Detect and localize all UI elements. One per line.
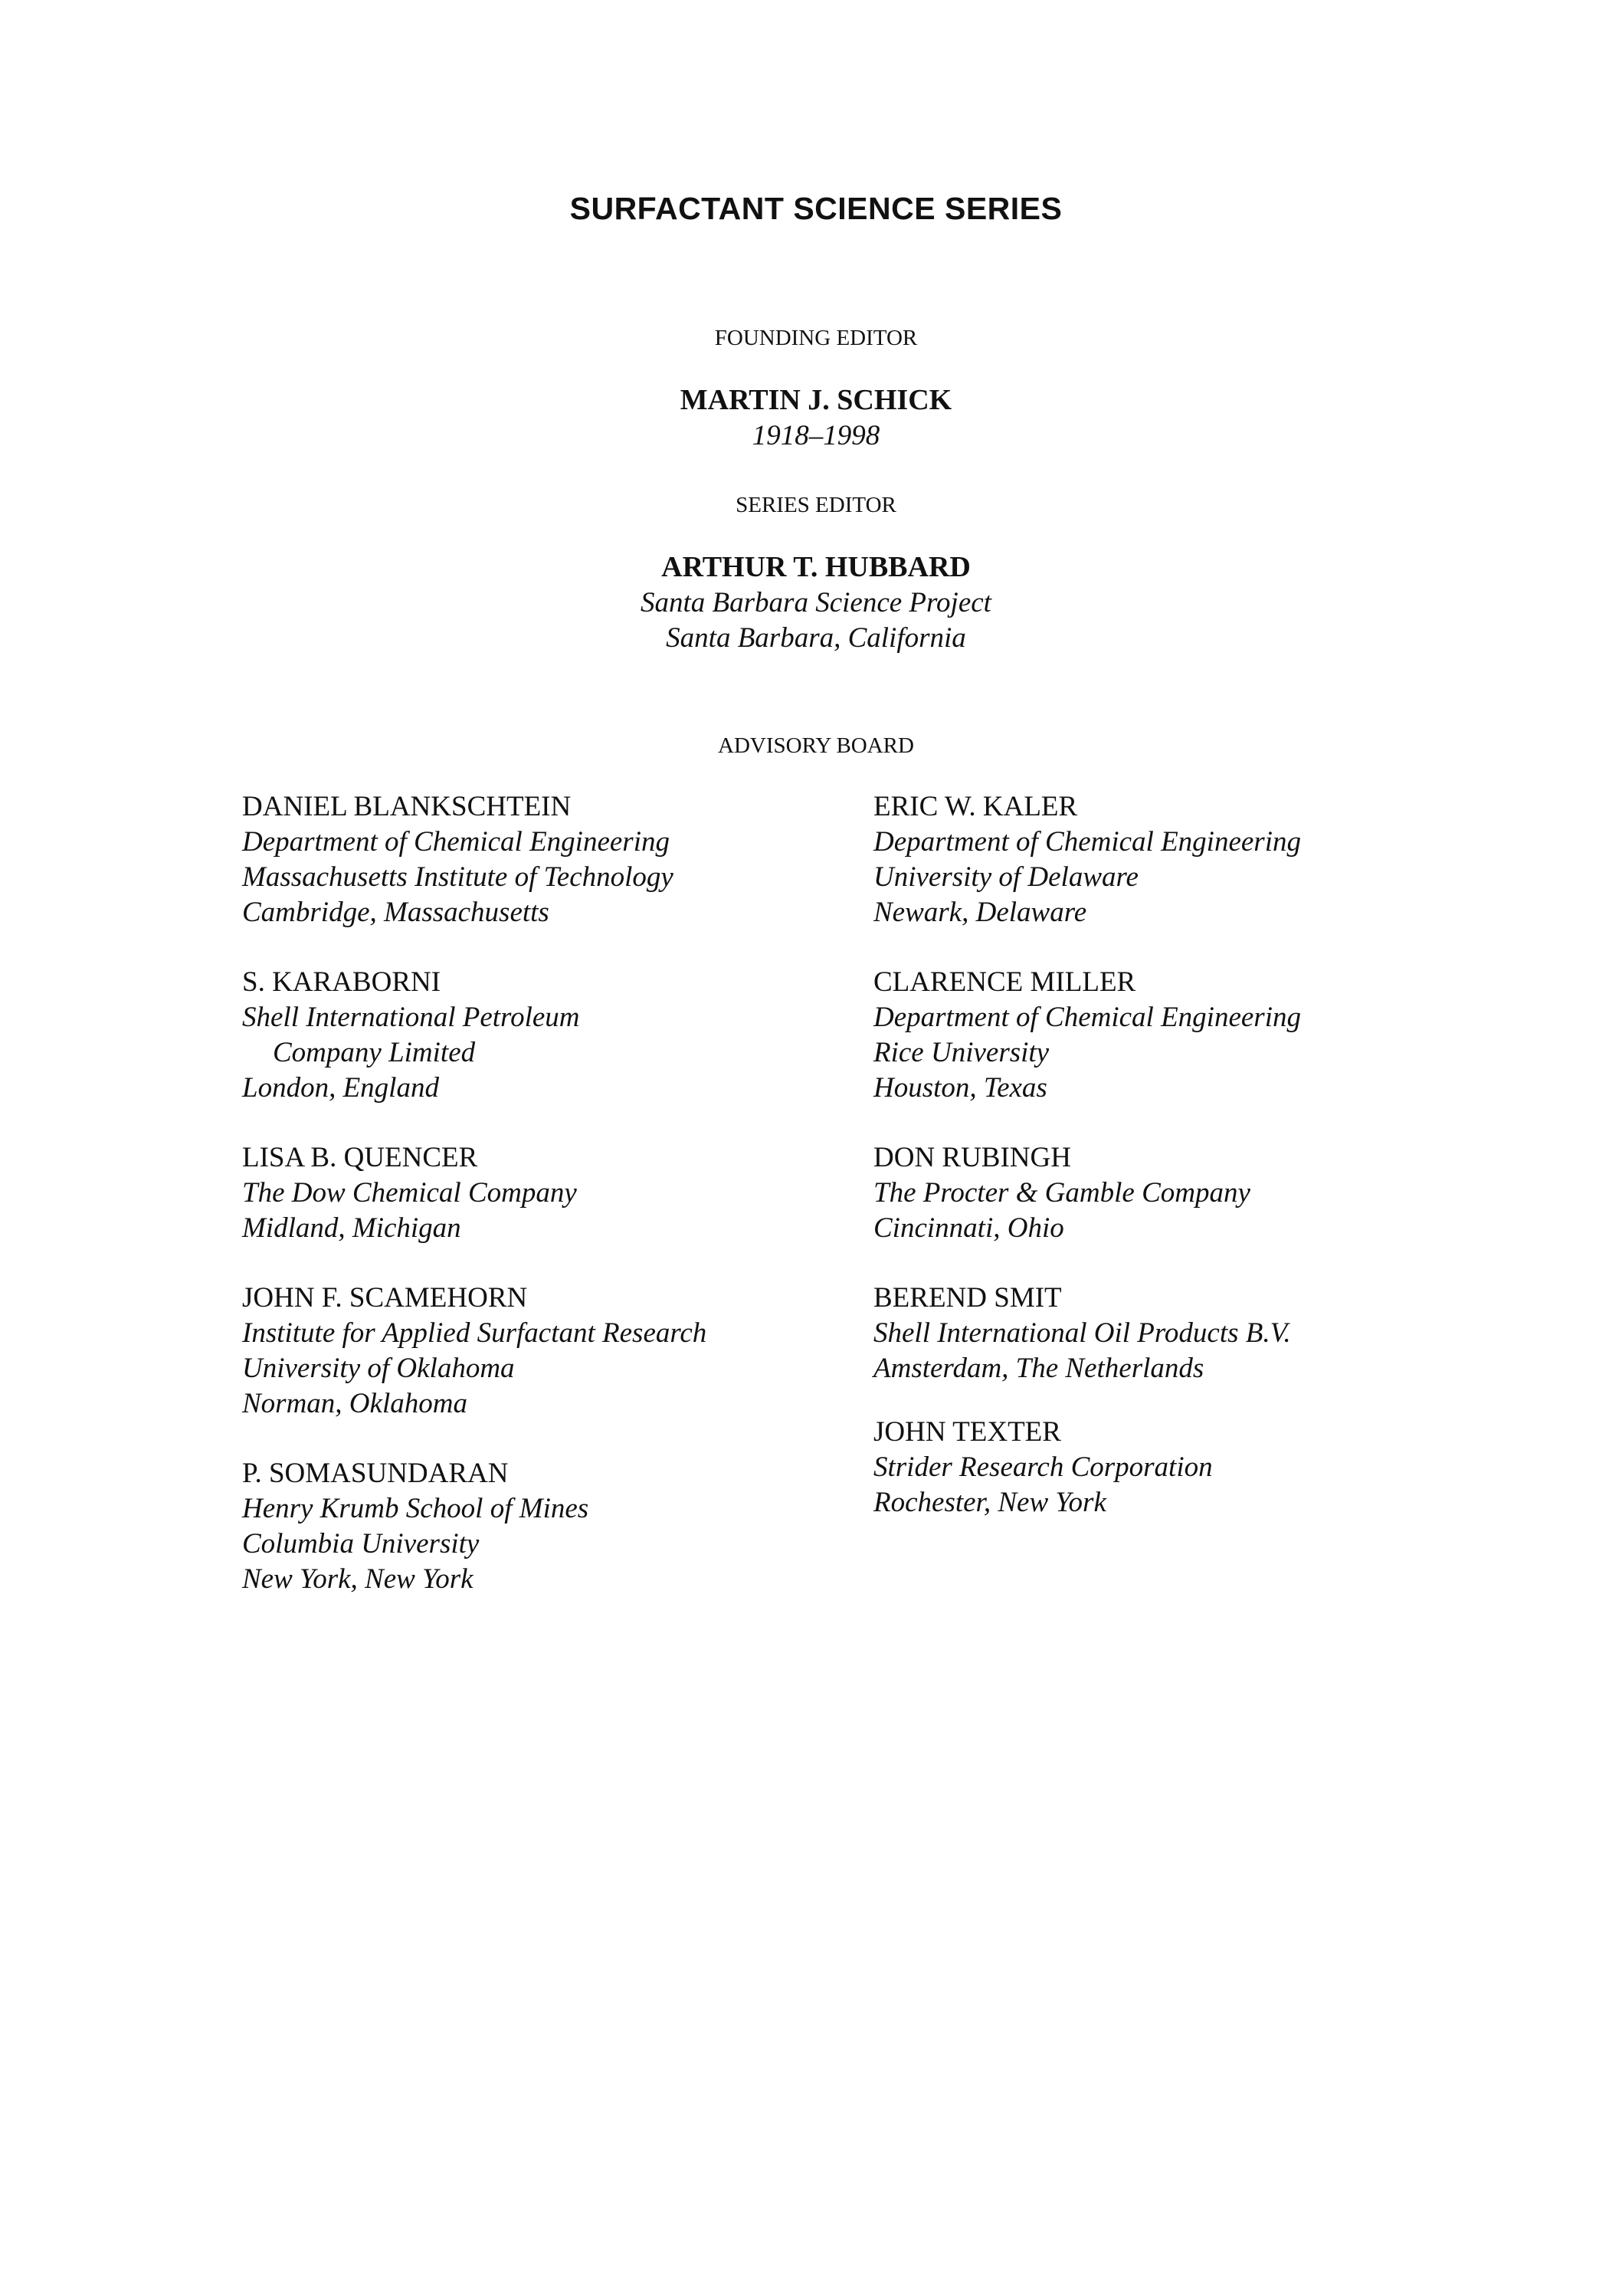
series-editor-label: SERIES EDITOR: [736, 493, 896, 517]
member-affiliation: University of Oklahoma: [242, 1353, 515, 1384]
member-affiliation: Department of Chemical Engineering: [242, 826, 670, 858]
member-affiliation: Henry Krumb School of Mines: [242, 1493, 589, 1524]
member-name: JOHN TEXTER: [873, 1416, 1061, 1448]
member-affiliation: Department of Chemical Engineering: [873, 1002, 1301, 1033]
member-affiliation: Strider Research Corporation: [873, 1451, 1213, 1483]
member-affiliation: Institute for Applied Surfactant Research: [242, 1317, 707, 1349]
member-location: New York, New York: [242, 1563, 474, 1595]
member-name: CLARENCE MILLER: [873, 966, 1136, 998]
member-location: London, England: [242, 1072, 439, 1104]
advisory-board-right-column: [873, 789, 1502, 1555]
board-member: [873, 1281, 1502, 1386]
board-member: [873, 1140, 1502, 1246]
series-editor-affiliation: Santa Barbara Science Project: [641, 587, 991, 618]
board-member: [873, 965, 1502, 1106]
series-editor-name: ARTHUR T. HUBBARD: [661, 551, 971, 583]
member-affiliation: Company Limited: [273, 1037, 476, 1068]
member-name: P. SOMASUNDARAN: [242, 1458, 509, 1489]
member-location: Rochester, New York: [873, 1487, 1106, 1518]
member-name: BEREND SMIT: [873, 1282, 1062, 1314]
member-location: Norman, Oklahoma: [242, 1388, 467, 1419]
member-name: DON RUBINGH: [873, 1142, 1071, 1173]
member-affiliation: Columbia University: [242, 1528, 480, 1560]
board-member: [873, 789, 1502, 930]
series-editor-location: Santa Barbara, California: [666, 622, 966, 654]
member-affiliation: Massachusetts Institute of Technology: [242, 861, 673, 893]
member-affiliation: Rice University: [873, 1037, 1050, 1068]
member-location: Newark, Delaware: [873, 897, 1087, 928]
member-affiliation: Department of Chemical Engineering: [873, 826, 1301, 858]
member-affiliation: Shell International Petroleum: [242, 1002, 580, 1033]
member-affiliation: Shell International Oil Products B.V.: [873, 1317, 1291, 1349]
member-location: Houston, Texas: [873, 1072, 1047, 1104]
board-member: [873, 1415, 1502, 1520]
member-name: LISA B. QUENCER: [242, 1142, 478, 1173]
board-member: [242, 1140, 840, 1246]
founding-editor-name: MARTIN J. SCHICK: [680, 384, 952, 416]
board-member: [242, 1281, 840, 1422]
member-location: Cambridge, Massachusetts: [242, 897, 549, 928]
board-member: [242, 965, 840, 1106]
member-name: S. KARABORNI: [242, 966, 441, 998]
member-location: Amsterdam, The Netherlands: [873, 1353, 1204, 1384]
member-location: Cincinnati, Ohio: [873, 1212, 1064, 1244]
series-title: SURFACTANT SCIENCE SERIES: [569, 191, 1063, 226]
board-member: [242, 789, 840, 930]
member-location: Midland, Michigan: [242, 1212, 461, 1244]
member-name: DANIEL BLANKSCHTEIN: [242, 791, 572, 822]
member-name: ERIC W. KALER: [873, 791, 1078, 822]
member-affiliation: The Procter & Gamble Company: [873, 1177, 1250, 1209]
founding-editor-dates: 1918–1998: [752, 420, 880, 451]
member-name: JOHN F. SCAMEHORN: [242, 1282, 528, 1314]
board-member: [242, 1456, 840, 1597]
advisory-board-label: ADVISORY BOARD: [718, 733, 914, 758]
advisory-board-left-column: [242, 789, 840, 1632]
member-affiliation: The Dow Chemical Company: [242, 1177, 577, 1209]
founding-editor-label: FOUNDING EDITOR: [714, 326, 918, 350]
member-affiliation: University of Delaware: [873, 861, 1139, 893]
